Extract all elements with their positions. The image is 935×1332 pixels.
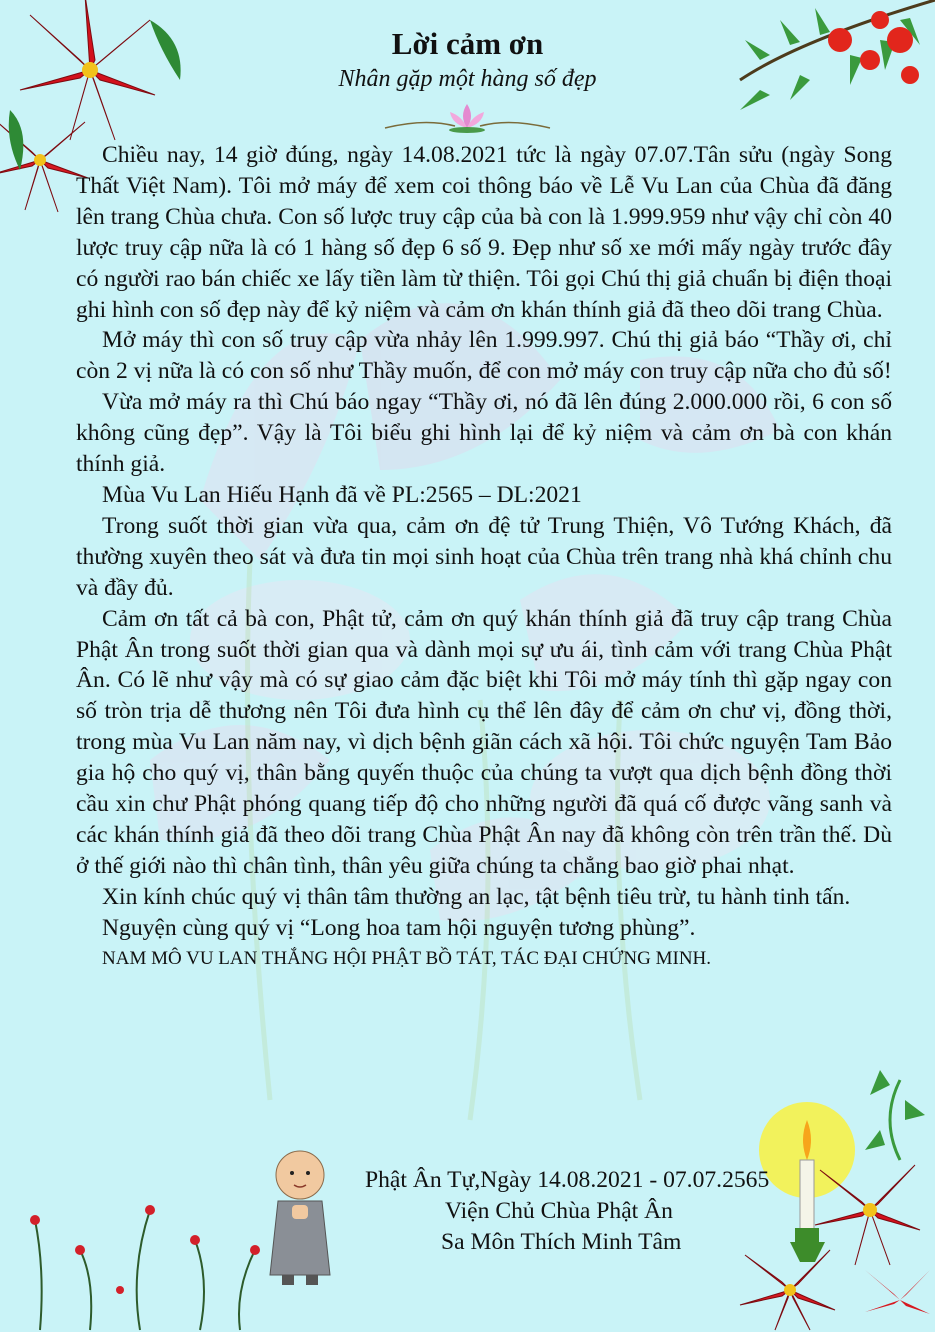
letter-body (76, 140, 892, 974)
signature-role: Viện Chủ Chùa Phật Ân (445, 1198, 673, 1224)
paragraph: Vừa mở máy ra thì Chú báo ngay “Thầy ơi, nó đã lên đúng 2.000.000 rồi, 6 con số không cũng đẹp”. Vậy là Tôi biểu ghi hình lại để kỷ niệm và cảm ơn bà con khán thính giả. (76, 389, 892, 478)
little-monk-icon (270, 1151, 330, 1285)
signature-block (365, 1165, 885, 1258)
page-subtitle: Nhân gặp một hàng số đẹp (338, 66, 597, 92)
paragraph: Cảm ơn tất cả bà con, Phật tử, cảm ơn quý khán thính giả đã truy cập trang Chùa Phật Ân trong suốt thời gian qua và dành mọi sự ưu ái, tình cảm với trang Chùa Phật Ân. Có lẽ như vậy mà có sự giao cảm đặc biệt khi Tôi mở máy tính thì gặp ngay con số tròn trịa dễ thương nên Tôi đưa hình cụ thể lên đây để cảm ơn chư vị, đồng thời, trong mùa Vu Lan năm nay, vì dịch bệnh giãn cách xã hội. Tôi chức nguyện Tam Bảo gia hộ cho quý vị, thân bằng quyến thuộc của chúng ta vượt qua dịch bệnh đồng thời cầu xin chư Phật phóng quang tiếp độ cho những người đã quá cố được vãng sanh và các khán thính giả đã theo dõi trang Chùa Phật Ân nay đã không còn trên trần thế. Dù ở thế giới nào thì chân tình, thân yêu giữa chúng ta chẳng bao giờ phai nhạt. (76, 605, 892, 879)
paragraph: Trong suốt thời gian vừa qua, cảm ơn đệ tử Trung Thiện, Vô Tướng Khách, đã thường xuyên theo sát và đưa tin mọi sinh hoạt của Chùa trên trang nhà khá chỉnh chu và đầy đủ. (76, 512, 892, 601)
closing-line: NAM MÔ VU LAN THẮNG HỘI PHẬT BỒ TÁT, TÁC ĐẠI CHỨNG MINH. (102, 947, 712, 969)
lotus-divider-icon (380, 96, 555, 136)
signature-name: Sa Môn Thích Minh Tâm (441, 1229, 682, 1255)
flower-sprigs-bottom-left-icon (35, 1210, 255, 1330)
paragraph: Chiều nay, 14 giờ đúng, ngày 14.08.2021 tức là ngày 07.07.Tân sửu (ngày Song Thất Việt Nam). Tôi mở máy để xem coi thông báo về Lễ Vu Lan của Chùa đã đăng lên trang Chùa chưa. Con số lược truy cập của bà con là 1.999.959 như vậy chỉ còn 40 lược truy cập nữa là có 1 hàng số đẹp 6 số 9. Đẹp như số xe mới mấy ngày trước đây có người rao bán chiếc xe lấy tiền làm từ thiện. Tôi gọi Chú thị giả chuẩn bị điện thoại ghi hình con số đẹp này để kỷ niệm và cảm ơn khán thính giả đã theo dõi trang Chùa. (76, 142, 893, 323)
flower-buds-icon (30, 1205, 260, 1294)
paragraph: Xin kính chúc quý vị thân tâm thường an lạc, tật bệnh tiêu trừ, tu hành tinh tấn. (102, 883, 851, 910)
paragraph: Mùa Vu Lan Hiếu Hạnh đã về PL:2565 – DL:2021 (102, 481, 582, 508)
paragraph: Nguyện cùng quý vị “Long hoa tam hội nguyện tương phùng”. (102, 914, 696, 941)
signature-date: Phật Ân Tự,Ngày 14.08.2021 - 07.07.2565 (365, 1167, 770, 1193)
page-title: Lời cảm ơn (391, 26, 544, 61)
paragraph: Mở máy thì con số truy cập vừa nhảy lên 1.999.997. Chú thị giả báo “Thầy ơi, chỉ còn 2 vị nữa là có con số như Thầy muốn, để con mở máy con truy cập nữa cho đủ số! (76, 327, 892, 385)
